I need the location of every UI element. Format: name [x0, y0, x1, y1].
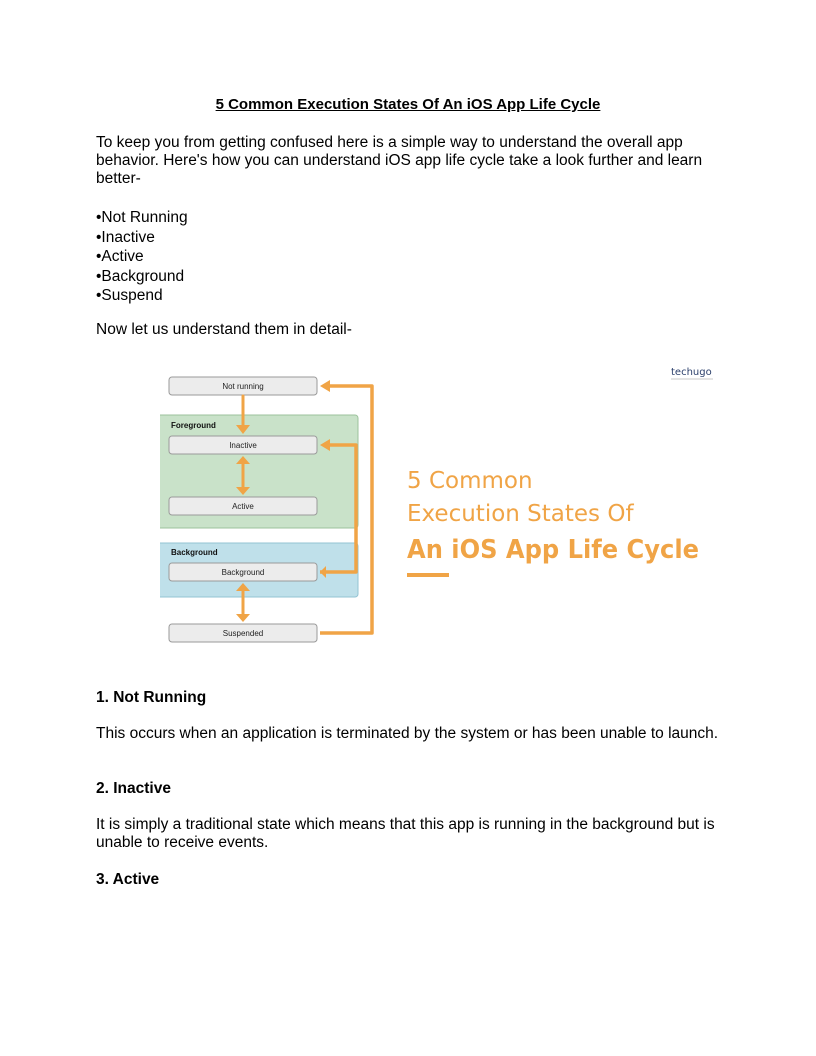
list-item: •Background	[96, 267, 185, 285]
section-body: This occurs when an application is terminated by the system or has been unable to launch.	[96, 725, 719, 742]
foreground-label: Foreground	[171, 421, 216, 430]
section-heading: 3. Active	[96, 871, 160, 888]
list-item: •Inactive	[96, 228, 155, 246]
headline-line-2: Execution States Of	[407, 501, 634, 527]
section-heading: 2. Inactive	[96, 780, 171, 797]
suspended-label: Suspended	[222, 629, 264, 638]
inactive-label: Inactive	[229, 441, 257, 450]
headline-underline	[407, 573, 449, 577]
list-item: •Active	[96, 248, 144, 265]
active-label: Active	[232, 502, 254, 511]
list-item: •Not Running	[96, 209, 188, 226]
section-heading: 1. Not Running	[96, 689, 207, 706]
not-running-label: Not running	[222, 382, 264, 391]
page-title: 5 Common Execution States Of An iOS App Life Cycle	[215, 96, 601, 113]
background-label: Background	[171, 548, 218, 557]
headline-line-1: 5 Common	[407, 468, 533, 494]
headline-line-3: An iOS App Life Cycle	[407, 535, 699, 565]
detail-intro: Now let us understand them in detail-	[96, 321, 352, 338]
lifecycle-figure	[160, 362, 728, 652]
section-body: It is simply a traditional state which means that this app is running in the background but is unable to receive events.	[96, 816, 715, 851]
techugo-logo: techugo	[671, 367, 712, 378]
background-state-label: Background	[221, 568, 265, 577]
intro-paragraph: To keep you from getting confused here is a simple way to understand the overall app behavior. Here's how you can understand iOS app life cycle take a look further and learn better-	[96, 134, 703, 187]
states-list	[96, 208, 188, 306]
list-item: •Suspend	[96, 287, 163, 304]
